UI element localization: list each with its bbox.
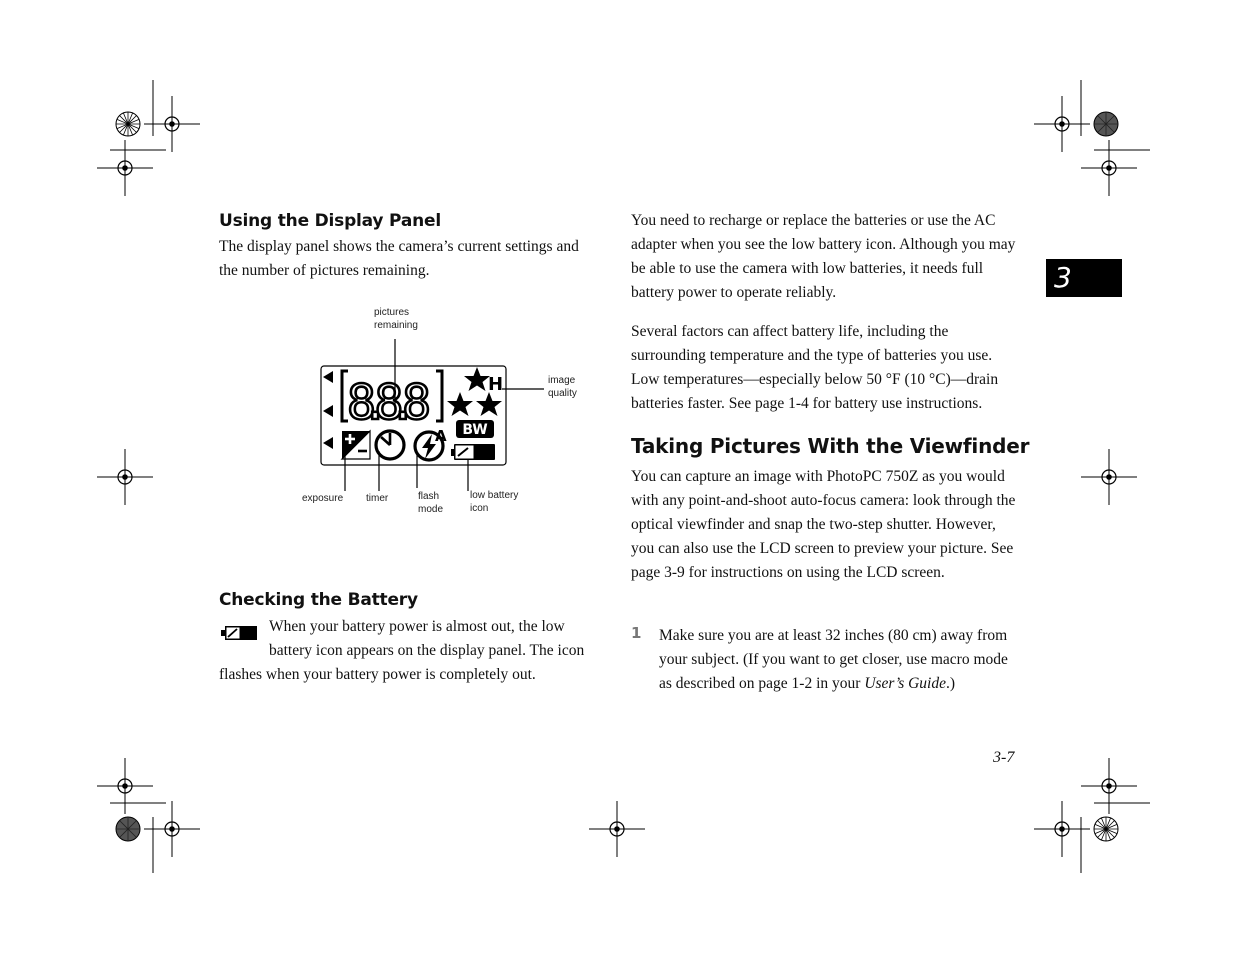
flash-auto-label: A — [435, 427, 447, 445]
callout-flash-mode: flash mode — [418, 491, 444, 515]
section-heading-viewfinder: Taking Pictures With the Viewfinder — [631, 434, 1030, 458]
page-number: 3-7 — [993, 749, 1015, 766]
bw-mode-label: BW — [462, 422, 488, 438]
display-panel-figure — [300, 305, 600, 525]
star-quality-icon — [476, 392, 502, 416]
low-battery-icon — [221, 624, 259, 642]
chapter-tab: 3 — [1046, 259, 1122, 297]
arrow-indicator-icon — [323, 437, 333, 449]
counter-bracket-icon — [436, 371, 442, 421]
quality-h-label: H — [488, 374, 504, 395]
step-1-text: Make sure you are at least 32 inches (80 cm) away from your subject. (If you want to get closer, use macro mode as described on page 1-2 in your User’s Guide.) — [659, 627, 1008, 692]
section-heading-checking-battery: Checking the Battery — [219, 590, 418, 610]
battery-paragraph-tail: flashes when your battery power is completely out. — [219, 666, 536, 683]
battery-life-paragraph: Several factors can affect battery life, including the surrounding temperature and the type of batteries you use. Low temperatures—especially below 50 °F (10 °C)—drain batteries faster. See page 1-4 for battery use instructions. — [631, 323, 999, 412]
star-quality-icon — [464, 367, 490, 391]
battery-paragraph-lead: When your battery power is almost out, the low battery icon appears on the display panel. The icon — [269, 618, 585, 659]
callout-timer: timer — [366, 493, 389, 504]
star-quality-icon — [447, 392, 473, 416]
viewfinder-paragraph: You can capture an image with PhotoPC 750Z as you would with any point-and-shoot auto-focus camera: look through the optical viewfinder and snap the two-step shutter. However, you can also use the LCD screen to preview your picture. See page 3-9 for instructions on using the LCD screen. — [631, 468, 1016, 581]
callout-pictures-remaining: pictures remaining — [374, 307, 418, 331]
step-number: 1 — [631, 624, 642, 642]
display-panel-paragraph: The display panel shows the camera’s current settings and the number of pictures remaining. — [219, 238, 579, 279]
arrow-indicator-icon — [323, 405, 333, 417]
low-battery-paragraph: You need to recharge or replace the batteries or use the AC adapter when you see the low battery icon. Although you may be able to use the camera with low batteries, it needs full battery power to operate reliably. — [631, 212, 1016, 301]
callout-exposure: exposure — [302, 493, 344, 504]
callout-low-battery-icon: low battery icon — [470, 490, 519, 514]
arrow-indicator-icon — [323, 371, 333, 383]
users-guide-title: User’s Guide — [864, 675, 946, 692]
pictures-remaining-digits: 8.8.8 — [347, 375, 431, 431]
callout-image-quality: image quality — [548, 375, 577, 399]
section-heading-display-panel: Using the Display Panel — [219, 211, 441, 231]
